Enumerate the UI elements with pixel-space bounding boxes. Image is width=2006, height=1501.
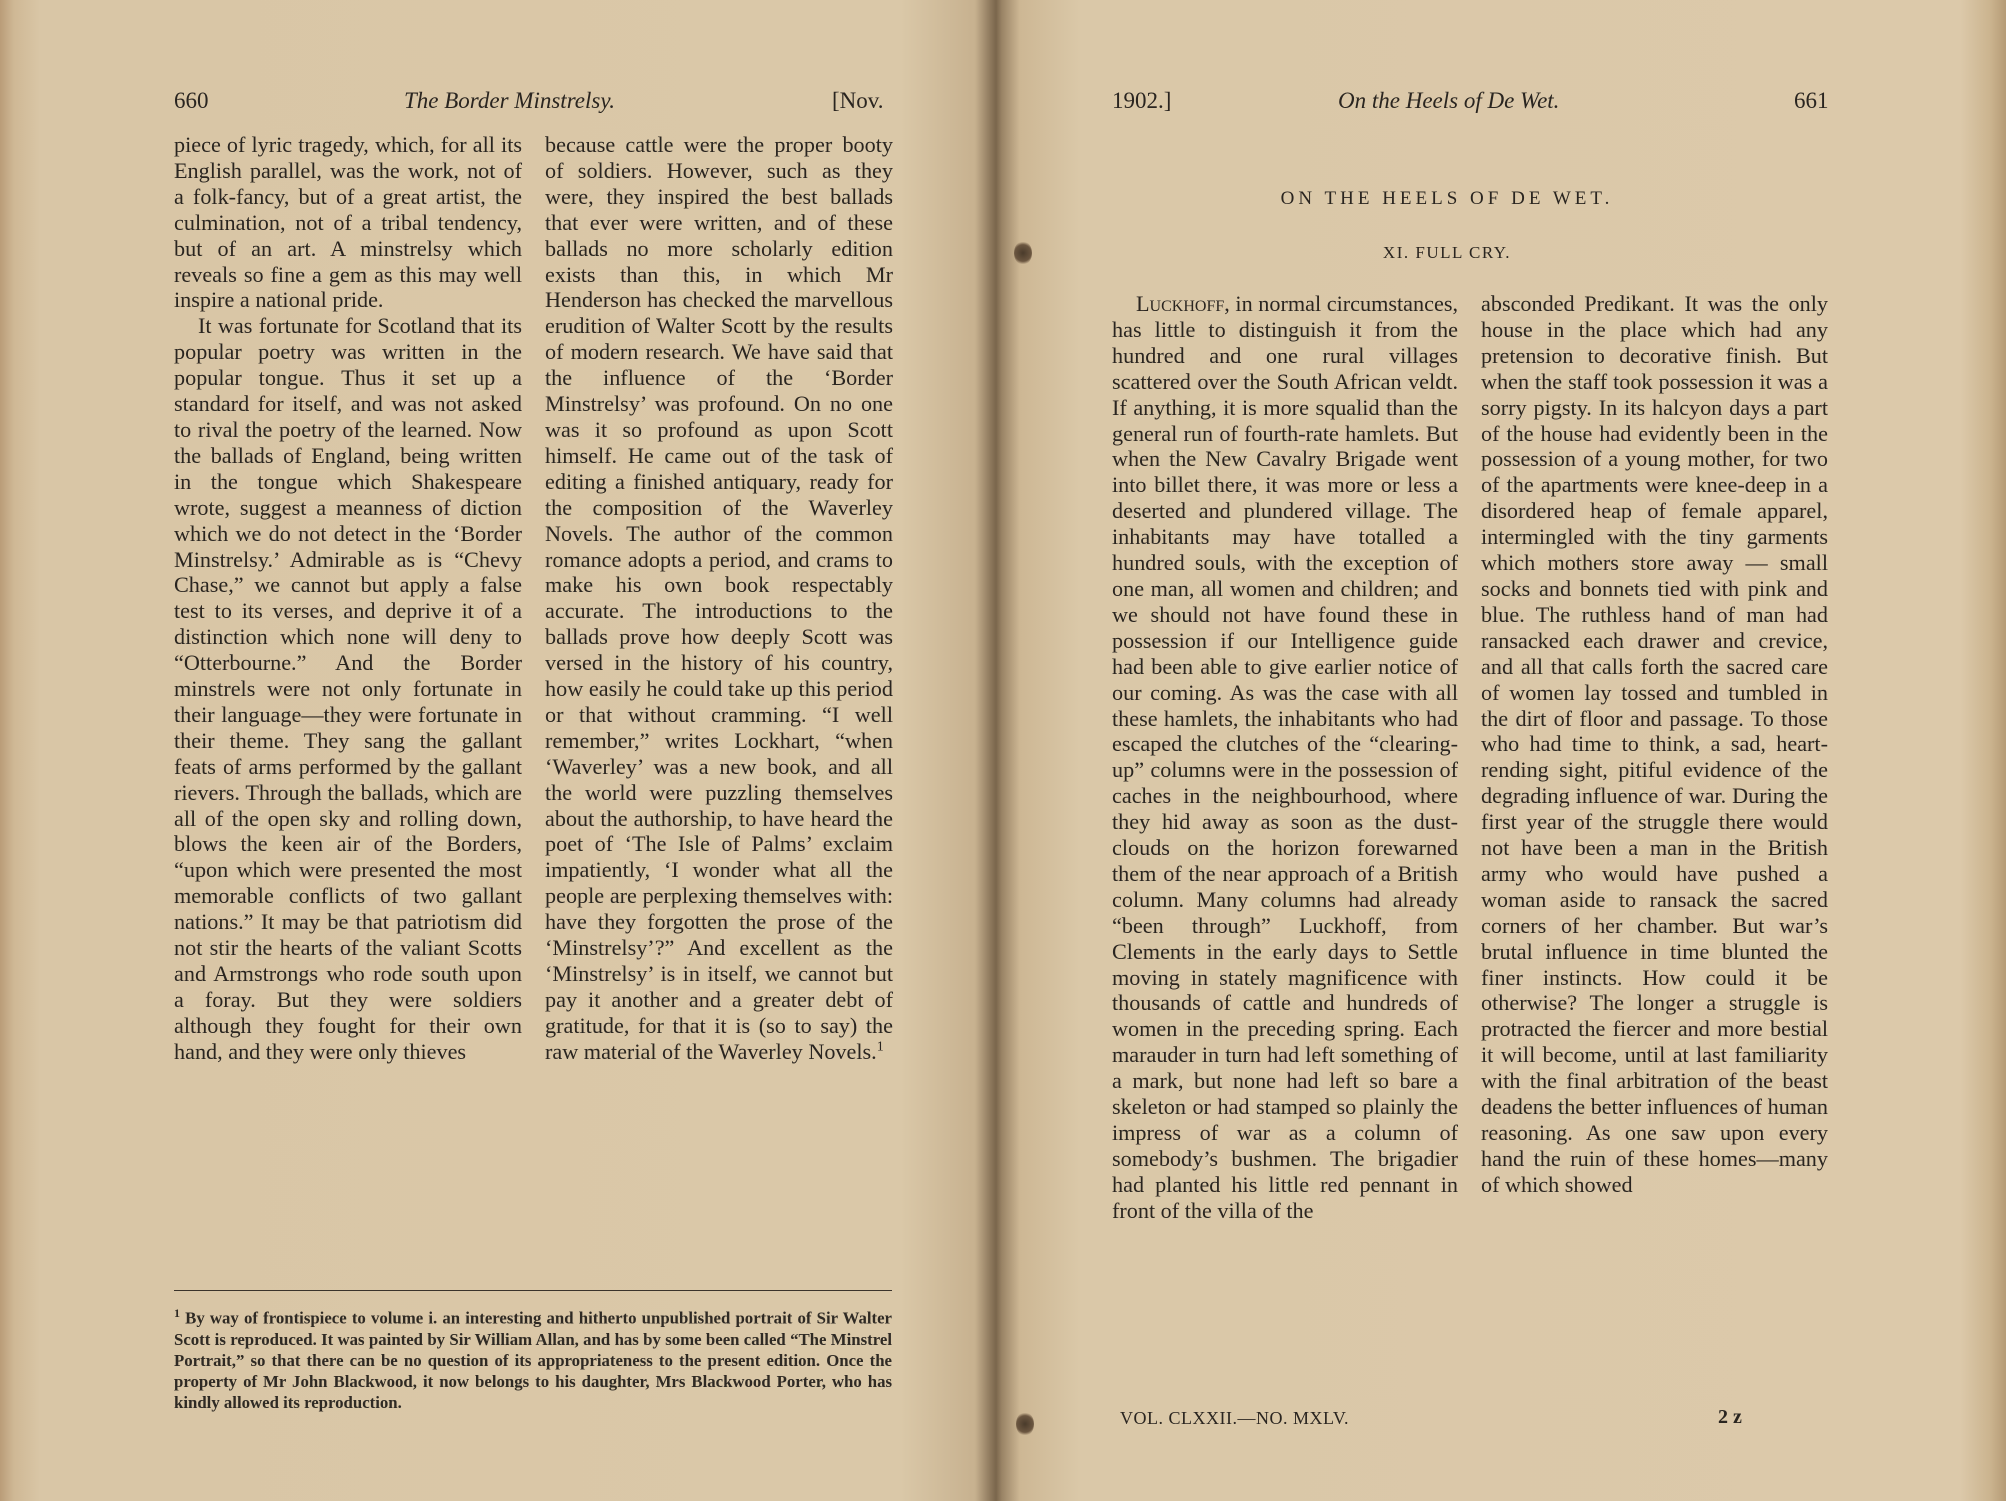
paragraph: piece of lyric tragedy, which, for all its English parallel, was the work, not of a folk-fancy, but of a great artist, the culmination, not of a tribal tendency, but of an art. A minstrelsy which reveals so fine a gem as this may well inspire a national pride. (174, 132, 522, 313)
lead-word: Luckhoff, (1136, 291, 1230, 316)
right-page (1000, 0, 2006, 1501)
footnote-marker: 1 (876, 1039, 884, 1055)
section-heading: XI. FULL CRY. (1382, 243, 1512, 262)
footnote-rule (174, 1290, 892, 1291)
paragraph-text: in normal circumstances, has little to distinguish it from the hundred and one rural villages scattered over the South African veldt. If anything, it is more squalid than the general run of fourth-rate hamlets. But when the New Cavalry Brigade went into billet there, it was more or less a deserted and plundered village. The inhabitants may have totalled a hundred souls, with the exception of one man, all women and children; and we should not have found these in possession if our Intelligence guide had been able to give earlier notice of our coming. As was the case with all these hamlets, the inhabitants who had escaped the clutches of the “clearing-up” columns were in the possession of caches in the neighbourhood, where they hid away as soon as the dust-clouds on the horizon forewarned them of the near approach of a British column. Many columns had already “been through” Luckhoff, from Clements in the early days to Settle moving in stately magnificence with thousands of cattle and hundreds of women in the preceding spring. Each marauder in turn had left something of a mark, but none had left so bare a skeleton or had stamped so plainly the impress of war as a column of somebody’s bushmen. The brigadier had planted his little red pennant in front of the villa of the (1112, 291, 1458, 1223)
left-page (0, 0, 995, 1501)
sheet-mark: 2 z (1718, 1406, 1742, 1428)
page-number: 661 (1794, 88, 1829, 113)
text-column-1 (1112, 291, 1458, 1224)
footnote-text: By way of frontispiece to volume i. an interesting and hitherto unpublished portrait of Sir Walter Scott is reproduced. It was painted by Sir William Allan, and has by some been called “The Minstrel Portrait,” so that there can be no question of its appropriateness to the present edition. Once the property of Mr John Blackwood, it now belongs to his daughter, Mrs Blackwood Porter, who has kindly allowed its reproduction. (174, 1308, 893, 1412)
running-month: [Nov. (832, 88, 884, 113)
paragraph (1112, 291, 1458, 1224)
paragraph: It was fortunate for Scotland that its popular poetry was written in the popular tongue. Thus it set up a standard for itself, and was not asked to rival the poetry of the learned. Now the ballads of England, being written in the tongue which Shakespeare wrote, suggest a meanness of diction which we do not detect in the ‘Border Minstrelsy.’ Admirable as is “Chevy Chase,” we cannot but apply a false test to its verses, and deprive it of a distinction which none will deny to “Otterbourne.” And the Border minstrels were not only fortunate in their language—they were fortunate in their theme. They sang the gallant feats of arms performed by the gallant rievers. Through the ballads, which are all of the open sky and rolling down, blows the keen air of the Borders, “upon which were presented the most memorable conflicts of two gallant nations.” It may be that patriotism did not stir the hearts of the valiant Scotts and Armstrongs who rode south upon a foray. But they were soldiers although they fought for their own hand, and they were only thieves (174, 313, 522, 1064)
page-number: 660 (174, 88, 209, 113)
volume-signature: VOL. CLXXII.—NO. MXLV. (1120, 1408, 1350, 1428)
text-column-2 (1481, 291, 1828, 1198)
footnote-number: 1 (174, 1306, 180, 1320)
footnote (174, 1303, 892, 1413)
paragraph-text: because cattle were the proper booty of soldiers. However, such as they were, they inspired the best ballads that ever were written, and of these ballads no more scholarly edition exists than this, in which Mr Henderson has checked the marvellous erudition of Walter Scott by the results of modern research. We have said that the influence of the ‘Border Minstrelsy’ was profound. On no one was it so profound as upon Scott himself. He came out of the task of editing a finished antiquary, ready for the composition of the Waverley Novels. The author of the common romance adopts a period, and crams to make his own book respectably accurate. The introductions to the ballads prove how deeply Scott was versed in the history of his country, how easily he could take up this period or that without cramming. “I well remember,” writes Lockhart, “when ‘Waverley’ was a new book, and all the world were puzzling themselves about the authorship, to have heard the poet of ‘The Isle of Palms’ exclaim impatiently, ‘I wonder what all the people are perplexing themselves with: have they forgotten the prose of the ‘Minstrelsy’?” And excellent as the ‘Minstrelsy’ is in itself, we cannot but pay it another and a greater debt of gratitude, for that it is (so to say) the raw material of the Waverley Novels. (545, 132, 893, 1064)
paragraph (545, 132, 893, 1065)
running-year: 1902.] (1112, 88, 1172, 113)
article-title: ON THE HEELS OF DE WET. (1280, 188, 1614, 209)
text-column-1 (174, 132, 522, 1065)
paragraph: absconded Predikant. It was the only house in the place which had any pretension to decorative finish. But when the staff took possession it was a sorry pigsty. In its halcyon days a part of the house had evidently been in the possession of a young mother, for two of the apartments were knee-deep in a disordered heap of female apparel, intermingled with the tiny garments which mothers store away — small socks and bonnets tied with pink and blue. The ruthless hand of man had ransacked each drawer and crevice, and all that calls forth the sacred care of women lay tossed and tumbled in the dirt of floor and passage. To those who had time to think, a sad, heart-rending sight, pitiful evidence of the degrading influence of war. During the first year of the struggle there would not have been a man in the British army who would have pushed a woman aside to ransack the sacred corners of her chamber. But war’s brutal influence in time blunted the finer instincts. How could it be otherwise? The longer a struggle is protracted the fiercer and more bestial it will become, until at last familiarity with the final arbitration of the beast deadens the better influences of human reasoning. As one saw upon every hand the ruin of these homes—many of which showed (1481, 291, 1828, 1197)
text-column-2 (545, 132, 893, 1065)
running-title: On the Heels of De Wet. (1338, 88, 1560, 113)
running-title: The Border Minstrelsy. (404, 88, 616, 113)
